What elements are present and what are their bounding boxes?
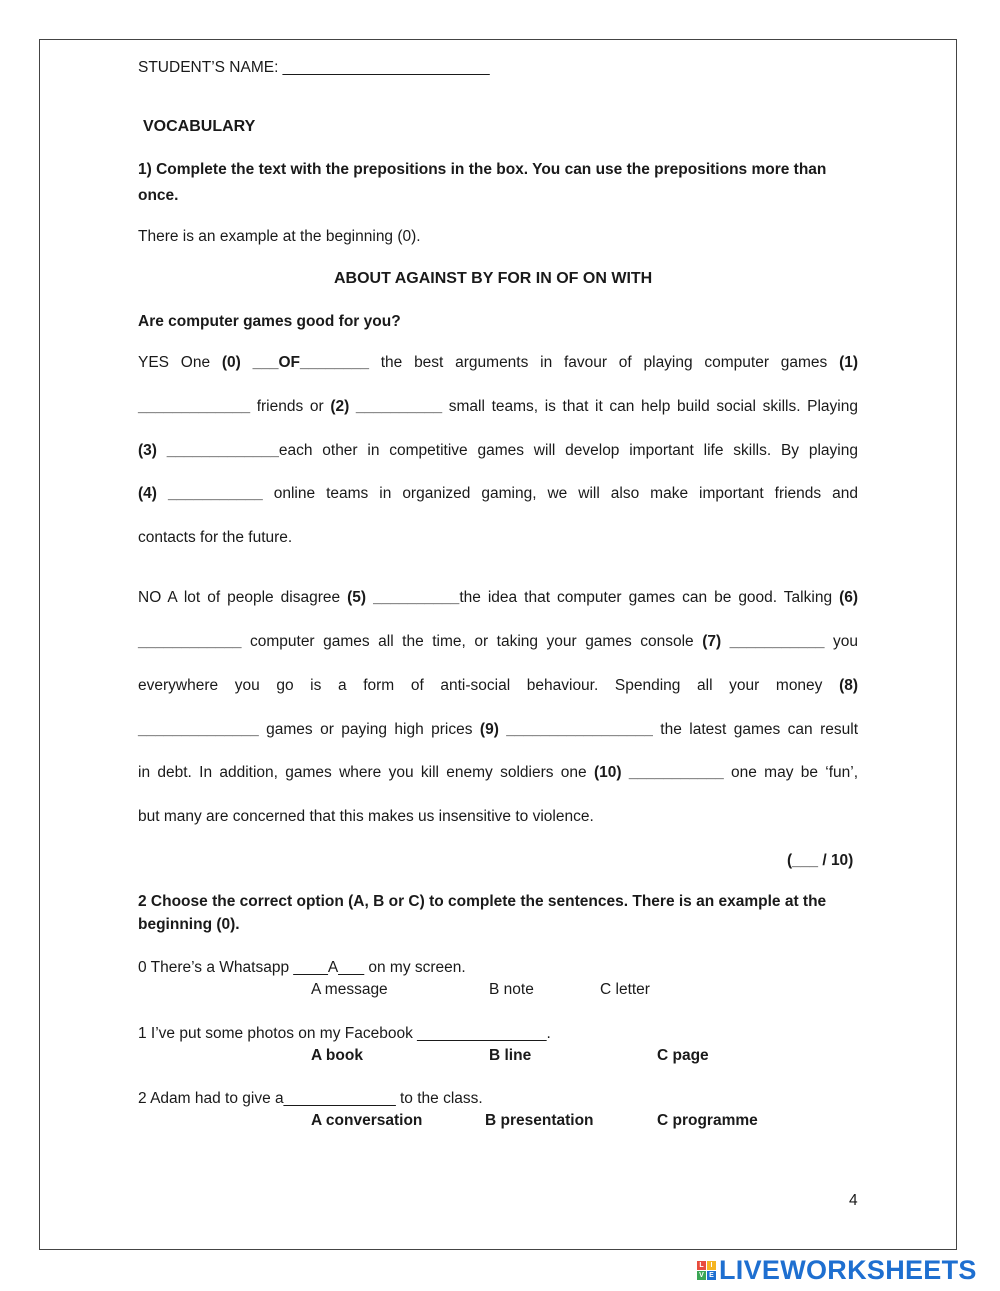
yes-line-2: [138, 398, 858, 416]
gap-number-9: (9): [479, 721, 499, 738]
no-line-4: [138, 721, 858, 739]
line-text: each other in competitive games will develop important life skills. By playing: [278, 442, 858, 459]
no-line-6: but many are concerned that this makes us insensitive to violence.: [138, 808, 594, 825]
question-1-option-c[interactable]: C page: [657, 1047, 709, 1064]
gap-number-10: (10): [593, 764, 622, 781]
line-text: the best arguments in favour of playing computer games: [380, 354, 828, 371]
liveworksheets-logo[interactable]: [697, 1255, 977, 1285]
line-text: NO A lot of people disagree: [138, 589, 341, 606]
yes-line-4: [138, 485, 858, 503]
exercise2-instruction-line1: 2 Choose the correct option (A, B or C) to complete the sentences. There is an example at the: [138, 893, 827, 910]
question-2-stem: 2 Adam had to give a_____________ to the class.: [138, 1090, 483, 1107]
gap-number-0: (0): [221, 354, 241, 371]
line-text: in debt. In addition, games where you kill enemy soldiers one: [138, 764, 587, 781]
gap-number-3: (3): [138, 442, 157, 459]
question-2-option-c[interactable]: C programme: [657, 1112, 758, 1129]
liveworksheets-logo-icon: L I V E: [697, 1261, 716, 1280]
question-1-stem: 1 I’ve put some photos on my Facebook _______________.: [138, 1025, 551, 1042]
line-text: the latest games can result: [660, 721, 859, 738]
line-text: YES One: [138, 354, 211, 371]
gap-4-input[interactable]: ___________: [167, 485, 263, 502]
line-text: online teams in organized gaming, we will also make important friends and: [273, 485, 859, 502]
line-text: you: [833, 633, 859, 650]
gap-number-2: (2): [330, 398, 350, 415]
line-text: games or paying high prices: [266, 721, 473, 738]
gap-9-input[interactable]: _________________: [506, 721, 653, 738]
gap-2-input[interactable]: __________: [355, 398, 443, 415]
question-1-option-a[interactable]: A book: [311, 1047, 363, 1064]
question-2-option-a[interactable]: A conversation: [311, 1112, 423, 1129]
gap-0-example: ___OF________: [252, 354, 369, 371]
line-text: one may be ‘fun’,: [731, 764, 859, 781]
gap-3-input[interactable]: _____________: [166, 442, 279, 459]
no-line-5: [138, 764, 858, 782]
gap-7-input[interactable]: ___________: [729, 633, 825, 650]
yes-line-3: [138, 442, 858, 460]
question-0-stem: 0 There’s a Whatsapp ____A___ on my screen.: [138, 959, 466, 976]
yes-line-1: [138, 354, 858, 372]
gap-number-8: (8): [839, 677, 859, 694]
gap-number-6: (6): [839, 589, 859, 606]
line-text: small teams, is that it can help build social skills. Playing: [448, 398, 858, 415]
gap-number-1: (1): [839, 354, 859, 371]
exercise1-instruction-line1: 1) Complete the text with the prepositions in the box. You can use the prepositions more than: [138, 161, 827, 178]
no-line-3: [138, 677, 858, 695]
word-box: ABOUT AGAINST BY FOR IN OF ON WITH: [334, 270, 653, 287]
gap-number-5: (5): [347, 589, 367, 606]
score-box: (___ / 10): [787, 852, 854, 869]
logo-wordmark: LIVEWORKSHEETS: [719, 1254, 977, 1285]
no-line-2: [138, 633, 858, 651]
gap-number-7: (7): [702, 633, 722, 650]
question-2-option-b[interactable]: B presentation: [485, 1112, 594, 1129]
line-text: computer games all the time, or taking your games console: [249, 633, 694, 650]
gap-8-input[interactable]: ______________: [138, 721, 259, 738]
gap-1-input[interactable]: _____________: [138, 398, 251, 415]
no-line-1: [138, 589, 858, 607]
question-0-option-a: A message: [311, 981, 388, 998]
student-name-field[interactable]: STUDENT’S NAME: ________________________: [138, 59, 490, 76]
line-text: the idea that computer games can be good. Talking: [459, 589, 833, 606]
question-0-option-b: B note: [489, 981, 534, 998]
exercise1-example-note: There is an example at the beginning (0).: [138, 228, 421, 245]
section-title: VOCABULARY: [143, 118, 256, 135]
gap-number-4: (4): [138, 485, 157, 502]
line-text: everywhere you go is a form of anti-social behaviour. Spending all your money: [138, 677, 823, 694]
question-0-option-c: C letter: [600, 981, 650, 998]
gap-5-input[interactable]: __________: [373, 589, 460, 606]
yes-line-5: contacts for the future.: [138, 529, 293, 546]
gap-10-input[interactable]: ___________: [628, 764, 724, 781]
question-1-option-b[interactable]: B line: [489, 1047, 532, 1064]
exercise2-instruction-line2: beginning (0).: [138, 916, 240, 933]
exercise1-instruction-line2: once.: [138, 187, 179, 204]
text-title: Are computer games good for you?: [138, 313, 401, 330]
page-number: 4: [849, 1192, 858, 1209]
gap-6-input[interactable]: ____________: [138, 633, 242, 650]
line-text: friends or: [256, 398, 324, 415]
